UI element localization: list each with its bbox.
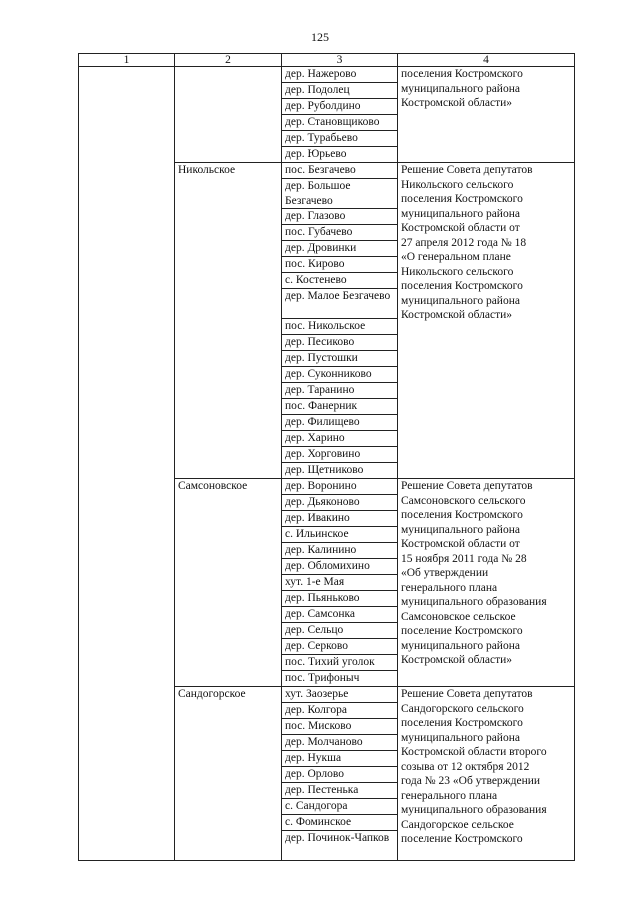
table-row xyxy=(79,67,575,83)
settlement-cell: дер. Молчаново xyxy=(282,735,398,751)
settlement-cell: с. Ильинское xyxy=(282,527,398,543)
decree-line: Сандогорское сельское xyxy=(401,818,514,831)
decree-line: Костромской области» xyxy=(401,654,513,666)
settlement-cell: дер. Суконниково xyxy=(282,367,398,383)
settlement-cell: пос. Никольское xyxy=(282,319,398,335)
decree-line: генерального плана xyxy=(401,581,498,594)
settlement-cell: дер. Становщиково xyxy=(282,115,398,131)
decree-line: Никольского сельского xyxy=(401,265,514,278)
settlement-cell: дер. Песиково xyxy=(282,335,398,351)
decree-line: Костромской области» xyxy=(401,97,513,109)
settlement-cell: дер. Дровинки xyxy=(282,241,398,257)
decree-line: Самсоновское сельское xyxy=(401,610,516,623)
decree-line: Самсоновского сельского xyxy=(401,494,526,507)
municipality-cell: Никольское xyxy=(175,163,282,479)
settlement-cell: дер. Пустошки xyxy=(282,351,398,367)
settlement-cell: дер. Починок-Чапков xyxy=(282,831,398,861)
settlement-cell: пос. Тихий уголок xyxy=(282,655,398,671)
decree-line: Решение Совета депутатов xyxy=(401,164,533,176)
settlement-cell: дер. Филищево xyxy=(282,415,398,431)
decree-line: муниципального образования xyxy=(401,596,547,608)
settlement-cell: с. Сандогора xyxy=(282,799,398,815)
decree-cell xyxy=(398,163,575,479)
decree-line: поселение Костромского xyxy=(401,833,523,845)
settlement-cell: дер. Турабьево xyxy=(282,131,398,147)
settlement-cell: дер. Малое Безгачево xyxy=(282,289,398,319)
decree-line: поселение Костромского xyxy=(401,625,523,637)
decree-line: созыва от 12 октября 2012 xyxy=(401,760,530,773)
settlement-cell: дер. Хорговино xyxy=(282,447,398,463)
settlement-cell: дер. Колгора xyxy=(282,703,398,719)
page-number: 125 xyxy=(311,30,329,44)
decree-line: муниципального района xyxy=(401,207,520,220)
decree-line: поселения Костромского xyxy=(401,68,523,80)
decree-line: 27 апреля 2012 года № 18 xyxy=(401,236,527,249)
municipality-cell xyxy=(175,67,282,163)
settlement-cell: дер. Пьяньково xyxy=(282,591,398,607)
decree-line: муниципального района xyxy=(401,294,520,307)
settlement-cell: дер. Калинино xyxy=(282,543,398,559)
settlement-cell: дер. Щетниково xyxy=(282,463,398,479)
settlement-cell: с. Фоминское xyxy=(282,815,398,831)
settlement-cell: дер. Глазово xyxy=(282,209,398,225)
settlement-cell: пос. Мисково xyxy=(282,719,398,735)
settlement-cell: дер. Самсонка xyxy=(282,607,398,623)
decree-line: муниципального района xyxy=(401,731,520,744)
settlement-cell: пос. Губачево xyxy=(282,225,398,241)
decree-line: Никольского сельского xyxy=(401,178,514,191)
header-col-4: 4 xyxy=(398,54,575,67)
decree-line: «О генеральном плане xyxy=(401,251,511,263)
settlement-cell: пос. Фанерник xyxy=(282,399,398,415)
header-col-3: 3 xyxy=(282,54,398,67)
settlement-cell: дер. Руболдино xyxy=(282,99,398,115)
settlement-cell: пос. Безгачево xyxy=(282,163,398,179)
decree-line: Решение Совета депутатов xyxy=(401,688,533,700)
table-body xyxy=(79,67,575,861)
decree-cell xyxy=(398,67,575,163)
settlement-cell: с. Костенево xyxy=(282,273,398,289)
settlement-cell: дер. Сельцо xyxy=(282,623,398,639)
settlement-cell: дер. Большое Безгачево xyxy=(282,179,398,209)
settlement-cell: дер. Юрьево xyxy=(282,147,398,163)
header-col-1: 1 xyxy=(79,54,175,67)
decree-line: муниципального района xyxy=(401,82,520,95)
settlement-cell: хут. 1-е Мая xyxy=(282,575,398,591)
decree-line: Сандогорского сельского xyxy=(401,702,524,715)
settlement-cell: дер. Дьяконово xyxy=(282,495,398,511)
decree-line: «Об утверждении xyxy=(401,567,489,579)
decree-cell xyxy=(398,687,575,861)
settlement-cell: дер. Воронино xyxy=(282,479,398,495)
decree-line: муниципального района xyxy=(401,523,520,536)
settlement-cell: дер. Пестенька xyxy=(282,783,398,799)
decree-line: 15 ноября 2011 года № 28 xyxy=(401,552,527,565)
settlement-cell: пос. Трифоныч xyxy=(282,671,398,687)
settlement-cell: дер. Ивакино xyxy=(282,511,398,527)
header-row xyxy=(79,54,575,67)
decree-line: поселения Костромского xyxy=(401,509,523,521)
decree-line: поселения Костромского xyxy=(401,193,523,205)
decree-line: генерального плана xyxy=(401,789,498,802)
settlement-cell: хут. Заозерье xyxy=(282,687,398,703)
settlement-cell: дер. Обломихино xyxy=(282,559,398,575)
decree-cell xyxy=(398,479,575,687)
column-1-cell xyxy=(79,67,175,861)
decree-line: Костромской области от xyxy=(401,222,520,234)
settlement-cell: дер. Нукша xyxy=(282,751,398,767)
decree-line: Костромской области от xyxy=(401,538,520,550)
settlement-cell: дер. Харино xyxy=(282,431,398,447)
decree-line: муниципального района xyxy=(401,639,520,652)
decree-line: года № 23 «Об утверждении xyxy=(401,775,541,787)
decree-line: Костромской области второго xyxy=(401,746,547,758)
settlement-cell: пос. Кирово xyxy=(282,257,398,273)
settlement-cell: дер. Орлово xyxy=(282,767,398,783)
municipality-cell: Самсоновское xyxy=(175,479,282,687)
decree-line: Решение Совета депутатов xyxy=(401,480,533,492)
decree-line: муниципального образования xyxy=(401,804,547,816)
decree-line: поселения Костромского xyxy=(401,717,523,729)
settlement-cell: дер. Таранино xyxy=(282,383,398,399)
decree-line: Костромской области» xyxy=(401,309,513,321)
settlement-cell: дер. Серково xyxy=(282,639,398,655)
settlements-table xyxy=(78,53,575,861)
municipality-cell: Сандогорское xyxy=(175,687,282,861)
settlement-cell: дер. Нажерово xyxy=(282,67,398,83)
decree-line: поселения Костромского xyxy=(401,280,523,292)
settlement-cell: дер. Подолец xyxy=(282,83,398,99)
header-col-2: 2 xyxy=(175,54,282,67)
